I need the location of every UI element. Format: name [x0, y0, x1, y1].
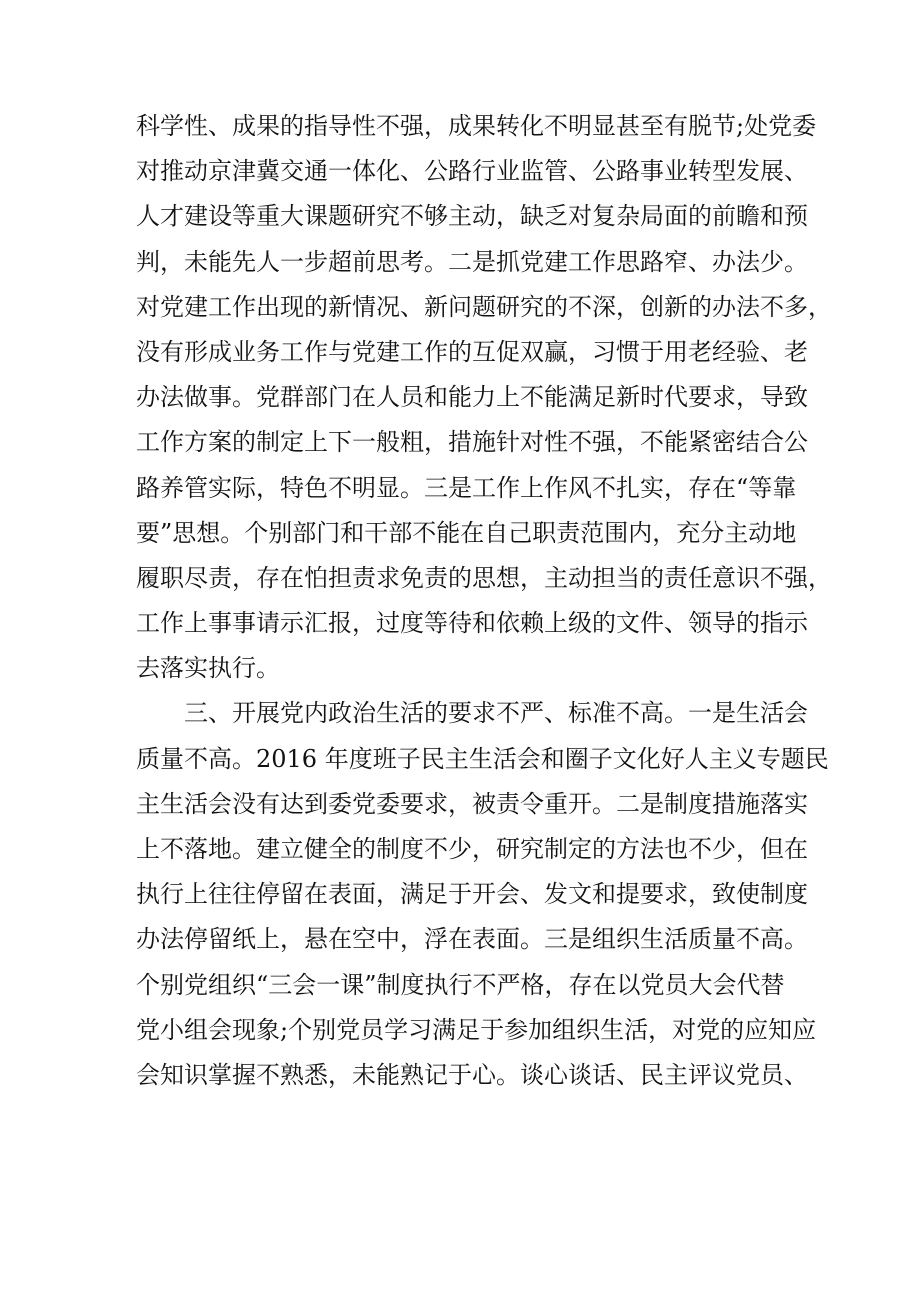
text-line: 个别党组织“三会一课”制度执行不严格，存在以党员大会代替	[136, 970, 785, 999]
text-line: 办法做事。党群部门在人员和能力上不能满足新时代要求，导致	[136, 383, 808, 412]
text-line: 履职尽责，存在怕担责求免责的思想，主动担当的责任意识不强，	[136, 563, 832, 592]
text-line: 三、开展党内政治生活的要求不严、标准不高。一是生活会	[136, 699, 808, 728]
text-line: 上不落地。建立健全的制度不少，研究制定的方法也不少，但在	[136, 835, 808, 863]
text-line: 科学性、成果的指导性不强，成果转化不明显甚至有脱节;处党委	[136, 112, 817, 140]
text-line: 会知识掌握不熟悉，未能熟记于心。谈心谈话、民主评议党员、	[136, 1060, 808, 1089]
text-line: 工作方案的制定上下一般粗，措施针对性不强，不能紧密结合公	[136, 428, 808, 457]
text-line: 去落实执行。	[136, 654, 280, 683]
text-line: 没有形成业务工作与党建工作的互促双赢，习惯于用老经验、老	[136, 337, 808, 366]
text-line: 对推动京津冀交通一体化、公路行业监管、公路事业转型发展、	[136, 157, 808, 186]
text-line: 主生活会没有达到委党委要求，被责令重开。二是制度措施落实	[136, 789, 808, 818]
text-line: 党小组会现象;个别党员学习满足于参加组织生活，对党的应知应	[136, 1015, 817, 1044]
text-line: 质量不高。2016 年度班子民主生活会和圈子文化好人主义专题民	[136, 744, 829, 773]
text-line: 人才建设等重大课题研究不够主动，缺乏对复杂局面的前瞻和预	[136, 202, 808, 231]
text-line: 路养管实际，特色不明显。三是工作上作风不扎实，存在“等靠	[136, 473, 797, 502]
text-line: 要”思想。个别部门和干部不能在自己职责范围内，充分主动地	[136, 518, 797, 547]
text-line: 判，未能先人一步超前思考。二是抓党建工作思路窄、办法少。	[136, 247, 808, 276]
text-line: 对党建工作出现的新情况、新问题研究的不深，创新的办法不多，	[136, 292, 832, 321]
text-line: 办法停留纸上，悬在空中，浮在表面。三是组织生活质量不高。	[136, 925, 808, 954]
body-text	[136, 104, 832, 1098]
text-line: 工作上事事请示汇报，过度等待和依赖上级的文件、领导的指示	[136, 609, 808, 638]
text-line: 执行上往往停留在表面，满足于开会、发文和提要求，致使制度	[136, 880, 808, 909]
